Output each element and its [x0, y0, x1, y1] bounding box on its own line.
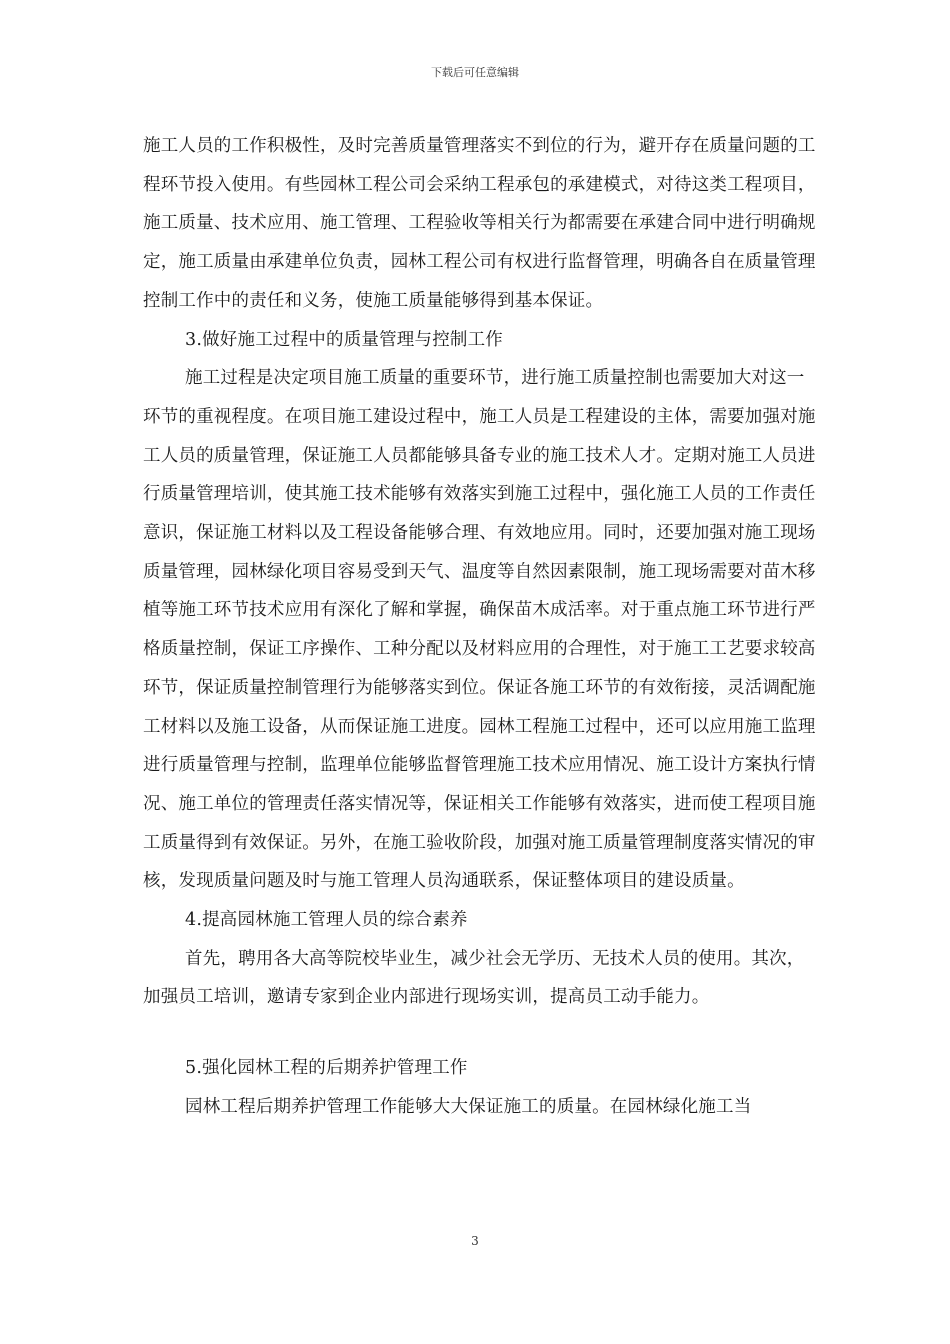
paragraph-maintenance: 园林工程后期养护管理工作能够大大保证施工的质量。在园林绿化施工当	[185, 1096, 752, 1117]
page-number: 3	[471, 1234, 479, 1248]
section-heading-5: 5.强化园林工程的后期养护管理工作	[185, 1058, 468, 1079]
page-header: 下载后可任意编辑	[431, 66, 519, 79]
section-heading-3: 3.做好施工过程中的质量管理与控制工作	[185, 329, 503, 350]
paragraph-construction-process: 施工过程是决定项目施工质量的重要环节，进行施工质量控制也需要加大对这一环节的重视程度。在项目施工建设过程中，施工人员是工程建设的主体，需要加强对施工人员的质量管理，保证施工人员都能够具备专业的施工技术人才。定期对施工人员进行质量管理培训，使其施工技术能够有效落实到施工过程中，强化施工人员的工作责任意识，保证施工材料以及工程设备能够合理、有效地应用。同时，还要加强对施工现场质量管理，园林绿化项目容易受到天气、温度等自然因素限制，施工现场需要对苗木移植等施工环节技术应用有深化了解和掌握，确保苗木成活率。对于重点施工环节进行严格质量控制，保证工序操作、工种分配以及材料应用的合理性，对于施工工艺要求较高环节，保证质量控制管理行为能够落实到位。保证各施工环节的有效衔接，灵活调配施工材料以及施工设备，从而保证施工进度。园林工程施工过程中，还可以应用施工监理进行质量管理与控制，监理单位能够监督管理施工技术应用情况、施工设计方案执行情况、施工单位的管理责任落实情况等，保证相关工作能够有效落实，进而使工程项目施工质量得到有效保证。另外，在施工验收阶段，加强对施工质量管理制度落实情况的审核，发现质量问题及时与施工管理人员沟通联系，保证整体项目的建设质量。	[143, 368, 816, 892]
spacer	[143, 1017, 818, 1049]
document-body	[143, 127, 818, 1127]
paragraph-staff-quality: 首先，聘用各大高等院校毕业生，减少社会无学历、无技术人员的使用。其次，加强员工培训，邀请专家到企业内部进行现场实训，提高员工动手能力。	[143, 948, 805, 1008]
paragraph-continuation: 施工人员的工作积极性，及时完善质量管理落实不到位的行为，避开存在质量问题的工程环节投入使用。有些园林工程公司会采纳工程承包的承建模式，对待这类工程项目，施工质量、技术应用、施工管理、工程验收等相关行为都需要在承建合同中进行明确规定，施工质量由承建单位负责，园林工程公司有权进行监督管理，明确各自在质量管理控制工作中的责任和义务，使施工质量能够得到基本保证。	[143, 136, 816, 311]
section-heading-4: 4.提高园林施工管理人员的综合素养	[185, 910, 468, 931]
